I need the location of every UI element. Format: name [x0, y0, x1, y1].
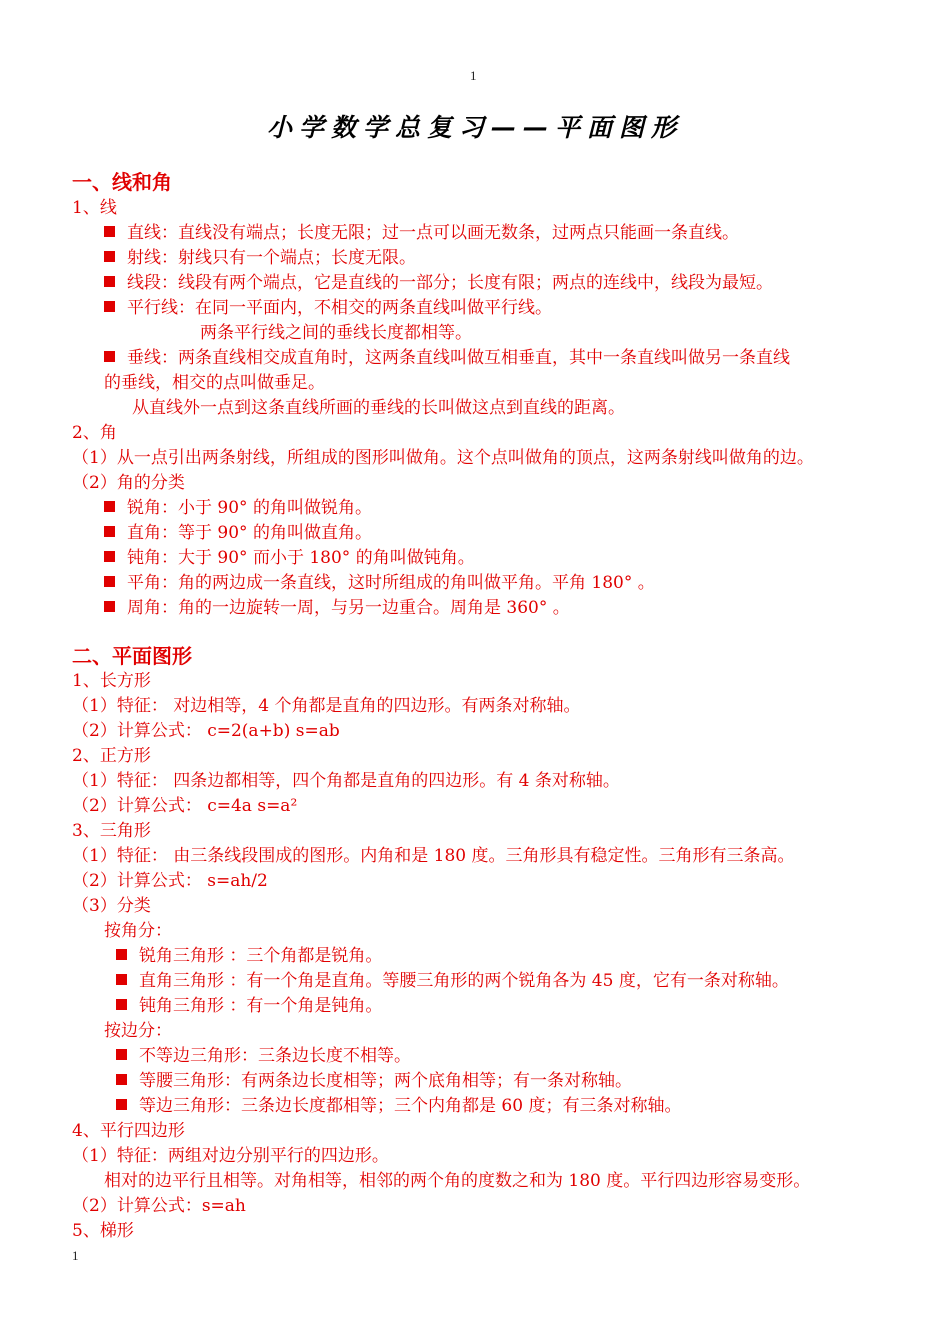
- page-title: 小学数学总复习——平面图形: [266, 113, 683, 142]
- bullet-item: [104, 273, 773, 293]
- bullet-item: [104, 223, 739, 243]
- text-line: [72, 1221, 134, 1241]
- text-line: [72, 423, 117, 443]
- square-bullet-icon: [104, 576, 115, 587]
- line-text: 二、平面图形: [72, 644, 192, 668]
- square-bullet-icon: [104, 601, 115, 612]
- bullet-item: [104, 523, 372, 543]
- line-text: 1、长方形: [72, 671, 151, 691]
- text-line: [72, 473, 185, 493]
- text-line: [72, 671, 151, 691]
- bullet-item: [116, 1096, 681, 1116]
- line-text: 1、线: [72, 198, 117, 218]
- line-text: 直线：直线没有端点；长度无限；过一点可以画无数条，过两点只能画一条直线。: [127, 223, 739, 243]
- bullet-item: [116, 946, 382, 966]
- line-text: （2）角的分类: [72, 473, 185, 493]
- text-line: [72, 198, 117, 218]
- line-text: 2、角: [72, 423, 117, 443]
- line-text: 按角分：: [104, 921, 172, 941]
- line-text: （2）计算公式： s=ah/2: [72, 871, 268, 891]
- line-text: 不等边三角形：三条边长度不相等。: [139, 1046, 411, 1066]
- line-text: 5、梯形: [72, 1221, 134, 1241]
- line-text: （1）特征： 由三条线段围成的图形。内角和是 180 度。三角形具有稳定性。三角形有三条高。: [72, 846, 795, 866]
- page-number-bottom: 1: [72, 1248, 79, 1263]
- text-line: [72, 1196, 246, 1216]
- line-text: （1）特征： 四条边都相等，四个角都是直角的四边形。有 4 条对称轴。: [72, 771, 620, 791]
- text-line: [72, 821, 151, 841]
- line-text: 3、三角形: [72, 821, 151, 841]
- line-text: 相对的边平行且相等。对角相等，相邻的两个角的度数之和为 180 度。平行四边形容易变形。: [104, 1171, 811, 1191]
- square-bullet-icon: [104, 276, 115, 287]
- square-bullet-icon: [116, 1099, 127, 1110]
- line-text: （1）特征： 对边相等，4 个角都是直角的四边形。有两条对称轴。: [72, 696, 581, 716]
- bullet-item: [104, 348, 790, 368]
- section-heading: [72, 172, 172, 192]
- bullet-item: [116, 1046, 411, 1066]
- line-text: 两条平行线之间的垂线长度都相等。: [200, 323, 472, 343]
- bullet-item: [104, 498, 372, 518]
- text-line: [72, 846, 794, 866]
- text-line: [104, 373, 325, 393]
- square-bullet-icon: [104, 551, 115, 562]
- line-text: 钝角三角形 ：有一个角是钝角。: [139, 996, 383, 1016]
- section-heading: [72, 646, 192, 666]
- text-line: [72, 896, 151, 916]
- square-bullet-icon: [104, 301, 115, 312]
- square-bullet-icon: [116, 1049, 127, 1060]
- bullet-item: [104, 298, 552, 318]
- line-text: 线段：线段有两个端点，它是直线的一部分；长度有限；两点的连线中，线段为最短。: [127, 273, 773, 293]
- text-line: [72, 771, 620, 791]
- line-text: 的垂线，相交的点叫做垂足。: [104, 373, 325, 393]
- line-text: （2）计算公式： c=4a s=a²: [72, 796, 298, 816]
- text-line: [72, 1146, 389, 1166]
- text-line: [104, 1171, 810, 1191]
- square-bullet-icon: [104, 526, 115, 537]
- square-bullet-icon: [104, 226, 115, 237]
- text-line: [72, 871, 268, 891]
- line-text: 一、线和角: [72, 170, 172, 194]
- line-text: （1）从一点引出两条射线，所组成的图形叫做角。这个点叫做角的顶点，这两条射线叫做角的边。: [72, 448, 814, 468]
- text-line: [72, 1121, 185, 1141]
- line-text: （2）计算公式：s=ah: [72, 1196, 246, 1216]
- text-line: [104, 1021, 172, 1041]
- bullet-item: [104, 248, 416, 268]
- text-line: [72, 796, 297, 816]
- line-text: 4、平行四边形: [72, 1121, 185, 1141]
- bullet-item: [116, 996, 382, 1016]
- square-bullet-icon: [116, 949, 127, 960]
- line-text: 直角三角形 ：有一个角是直角。等腰三角形的两个锐角各为 45 度，它有一条对称轴。: [139, 971, 789, 991]
- line-text: 直角：等于 90° 的角叫做直角。: [127, 523, 372, 543]
- line-text: 垂线：两条直线相交成直角时，这两条直线叫做互相垂直，其中一条直线叫做另一条直线: [127, 348, 790, 368]
- line-text: 2、正方形: [72, 746, 151, 766]
- text-line: [200, 323, 472, 343]
- line-text: 等腰三角形：有两条边长度相等；两个底角相等；有一条对称轴。: [139, 1071, 632, 1091]
- square-bullet-icon: [104, 501, 115, 512]
- line-text: 等边三角形：三条边长度都相等；三个内角都是 60 度；有三条对称轴。: [139, 1096, 682, 1116]
- line-text: 锐角三角形 ：三个角都是锐角。: [139, 946, 383, 966]
- text-line: [104, 921, 172, 941]
- square-bullet-icon: [116, 999, 127, 1010]
- text-line: [72, 746, 151, 766]
- text-line: [72, 721, 340, 741]
- line-text: （1）特征：两组对边分别平行的四边形。: [72, 1146, 389, 1166]
- square-bullet-icon: [116, 974, 127, 985]
- bullet-item: [116, 1071, 632, 1091]
- line-text: 按边分：: [104, 1021, 172, 1041]
- text-line: [72, 696, 580, 716]
- line-text: 周角：角的一边旋转一周，与另一边重合。周角是 360° 。: [127, 598, 570, 618]
- line-text: 钝角：大于 90° 而小于 180° 的角叫做钝角。: [127, 548, 475, 568]
- text-line: [132, 398, 625, 418]
- text-line: [72, 448, 814, 468]
- page-number-top: 1: [470, 68, 477, 83]
- bullet-item: [104, 573, 655, 593]
- line-text: 射线：射线只有一个端点；长度无限。: [127, 248, 416, 268]
- bullet-item: [104, 548, 475, 568]
- bullet-item: [116, 971, 789, 991]
- line-text: 从直线外一点到这条直线所画的垂线的长叫做这点到直线的距离。: [132, 398, 625, 418]
- line-text: 平角：角的两边成一条直线，这时所组成的角叫做平角。平角 180° 。: [127, 573, 655, 593]
- square-bullet-icon: [104, 351, 115, 362]
- line-text: （3）分类: [72, 896, 151, 916]
- line-text: 平行线：在同一平面内，不相交的两条直线叫做平行线。: [127, 298, 552, 318]
- square-bullet-icon: [116, 1074, 127, 1085]
- square-bullet-icon: [104, 251, 115, 262]
- line-text: （2）计算公式： c=2(a+b) s=ab: [72, 721, 340, 741]
- bullet-item: [104, 598, 570, 618]
- line-text: 锐角：小于 90° 的角叫做锐角。: [127, 498, 372, 518]
